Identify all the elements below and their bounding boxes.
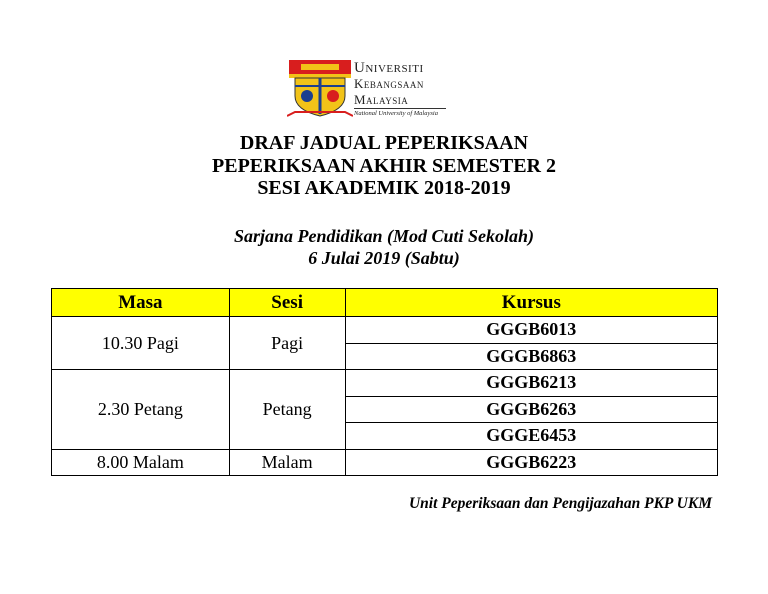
logo-line-3: Malaysia	[354, 92, 409, 107]
header-masa: Masa	[52, 289, 230, 317]
header-sesi: Sesi	[229, 289, 345, 317]
document-subtitle	[0, 225, 768, 269]
title-line-3: SESI AKADEMIK 2018-2019	[257, 177, 511, 199]
title-line-2: PEPERIKSAAN AKHIR SEMESTER 2	[212, 154, 556, 177]
course-cell: GGGB6013	[345, 317, 717, 344]
document-title	[0, 132, 768, 200]
header-kursus: Kursus	[345, 289, 717, 317]
logo-line-2: Kebangsaan	[354, 76, 424, 91]
table-row	[52, 317, 718, 344]
sesi-cell: Malam	[229, 449, 345, 476]
exam-schedule-table	[51, 288, 718, 476]
masa-cell: 2.30 Petang	[52, 370, 230, 450]
sesi-cell: Pagi	[229, 317, 345, 370]
footer-unit: Unit Peperiksaan dan Pengijazahan PKP UKM	[408, 495, 712, 512]
masa-cell: 10.30 Pagi	[52, 317, 230, 370]
table-header-row	[52, 289, 718, 317]
course-cell: GGGB6263	[345, 396, 717, 423]
masa-cell: 8.00 Malam	[52, 449, 230, 476]
course-cell: GGGB6213	[345, 370, 717, 397]
exam-date: 6 Julai 2019 (Sabtu)	[308, 248, 460, 268]
ukm-crest-icon	[287, 56, 353, 118]
sesi-cell: Petang	[229, 370, 345, 450]
logo-line-1: Universiti	[354, 60, 424, 76]
course-cell: GGGB6863	[345, 343, 717, 370]
table-row	[52, 370, 718, 397]
course-cell: GGGB6223	[345, 449, 717, 476]
logo-line-4: National University of Malaysia	[354, 108, 446, 118]
course-cell: GGGE6453	[345, 423, 717, 450]
program-name: Sarjana Pendidikan (Mod Cuti Sekolah)	[233, 226, 535, 246]
university-name	[354, 60, 446, 118]
title-line-1: DRAF JADUAL PEPERIKSAAN	[239, 132, 529, 154]
table-row	[52, 449, 718, 476]
